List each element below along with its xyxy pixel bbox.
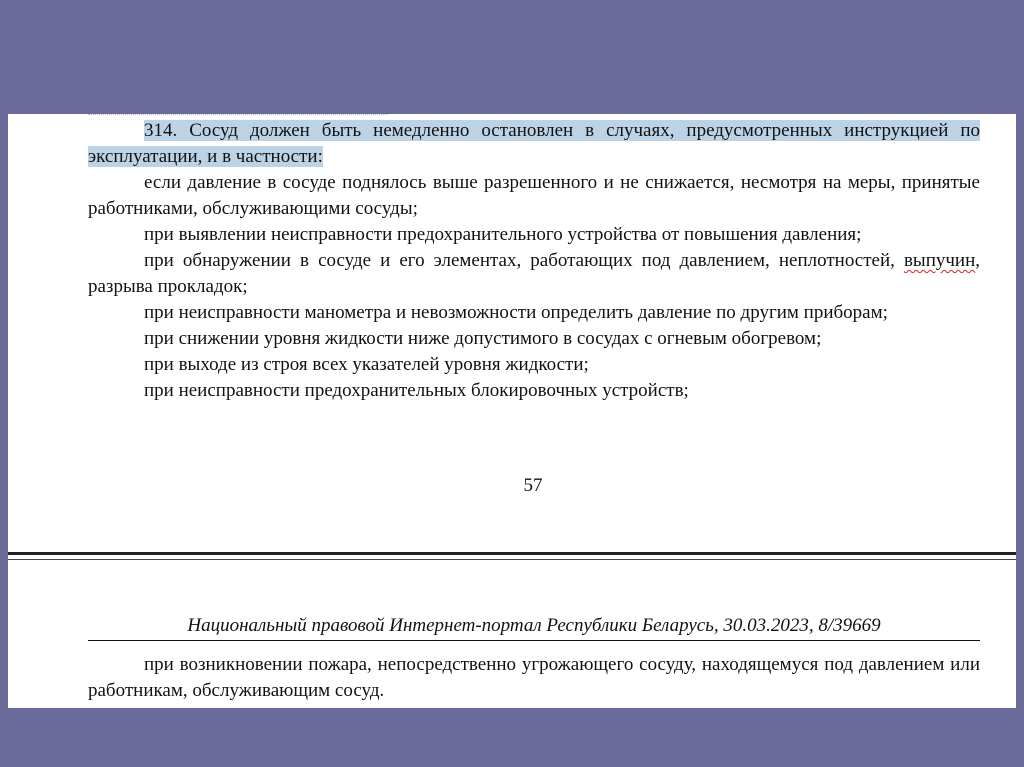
- list-item-text: , разрыва прокладок;: [88, 250, 980, 297]
- list-item: [88, 248, 980, 300]
- spellcheck-flagged-word[interactable]: выпучин: [903, 250, 976, 271]
- list-item: при снижении уровня жидкости ниже допустимого в сосудах с огневым обогревом;: [144, 328, 822, 349]
- page-body: [88, 118, 980, 404]
- document-page: [8, 114, 1016, 708]
- clause-314[interactable]: [88, 118, 980, 170]
- list-item: если давление в сосуде поднялось выше разрешенного и не снижается, несмотря на меры, принятые работниками, обслуживающими сосуды;: [88, 172, 980, 219]
- clause-intro: Сосуд должен быть немедленно остановлен в случаях, предусмотренных инструкцией по эксплуатации, и в частности:: [88, 120, 981, 167]
- page-number: 57: [523, 475, 543, 496]
- list-item-text: при обнаружении в сосуде и его элементах, работающих под давлением, неплотностей,: [144, 250, 904, 271]
- selected-text[interactable]: [88, 120, 980, 167]
- page-break-rule: [8, 552, 1016, 555]
- next-page-body: [88, 652, 980, 704]
- list-item: при выявлении неисправности предохранительного устройства от повышения давления;: [144, 224, 862, 245]
- list-item: при возникновении пожара, непосредственно угрожающего сосуду, находящемуся под давлением или работникам, обслуживающим сосуд.: [88, 654, 980, 701]
- source-line: Национальный правовой Интернет-портал Республики Беларусь, 30.03.2023, 8/39669: [88, 614, 980, 641]
- list-item: при неисправности манометра и невозможности определить давление по другим приборам;: [144, 302, 888, 323]
- list-item: при неисправности предохранительных блокировочных устройств;: [144, 380, 689, 401]
- page-break-rule-thin: [8, 559, 1016, 560]
- clause-number: 314.: [144, 120, 178, 141]
- list-item: при выходе из строя всех указателей уровня жидкости;: [144, 354, 589, 375]
